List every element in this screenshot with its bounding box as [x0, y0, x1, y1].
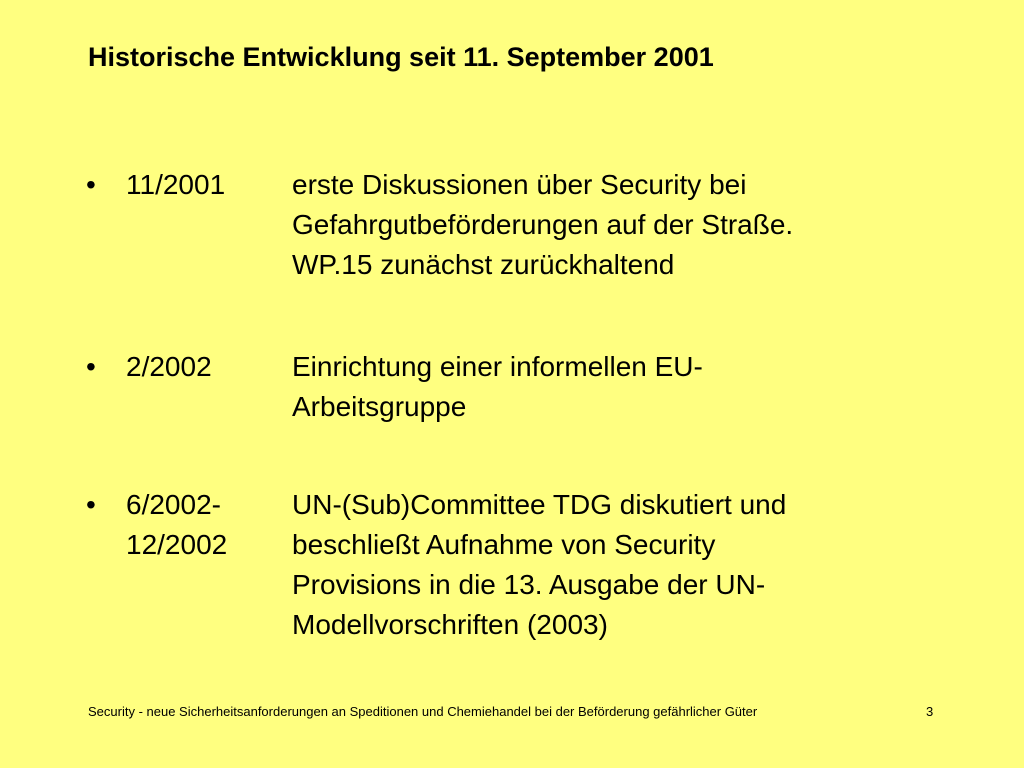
bullet-text-line: Gefahrgutbeförderungen auf der Straße.	[292, 209, 794, 240]
bullet-text-line: Provisions in die 13. Ausgabe der UN-	[292, 569, 766, 600]
slide-title: Historische Entwicklung seit 11. September 2001	[88, 42, 714, 72]
bullet-text-line: WP.15 zunächst zurückhaltend	[292, 249, 675, 280]
bullet-point-icon: •	[86, 169, 96, 200]
bullet-date-line: 2/2002	[126, 351, 212, 382]
bullet-date-line: 6/2002-	[126, 489, 221, 520]
bullet-text-line: UN-(Sub)Committee TDG diskutiert und	[292, 489, 787, 520]
page-number: 3	[926, 704, 934, 719]
bullet-point-icon: •	[86, 351, 96, 382]
bullet-date	[126, 485, 296, 565]
bullet-text-line: erste Diskussionen über Security bei	[292, 169, 747, 200]
bullet-text	[292, 347, 952, 427]
bullet-date-line: 12/2002	[126, 529, 228, 560]
footer-text: Security - neue Sicherheitsanforderungen an Speditionen und Chemiehandel bei der Beförderung gefährlicher Güter	[88, 704, 758, 719]
bullet-date	[126, 347, 296, 387]
bullet-text	[292, 485, 952, 645]
bullet-text-line: Arbeitsgruppe	[292, 391, 467, 422]
bullet-text-line: Einrichtung einer informellen EU-	[292, 351, 703, 382]
bullet-point-icon: •	[86, 489, 96, 520]
bullet-date	[126, 165, 296, 205]
bullet-text	[292, 165, 952, 285]
bullet-text-line: Modellvorschriften (2003)	[292, 609, 608, 640]
bullet-date-line: 11/2001	[126, 169, 226, 200]
bullet-text-line: beschließt Aufnahme von Security	[292, 529, 716, 560]
